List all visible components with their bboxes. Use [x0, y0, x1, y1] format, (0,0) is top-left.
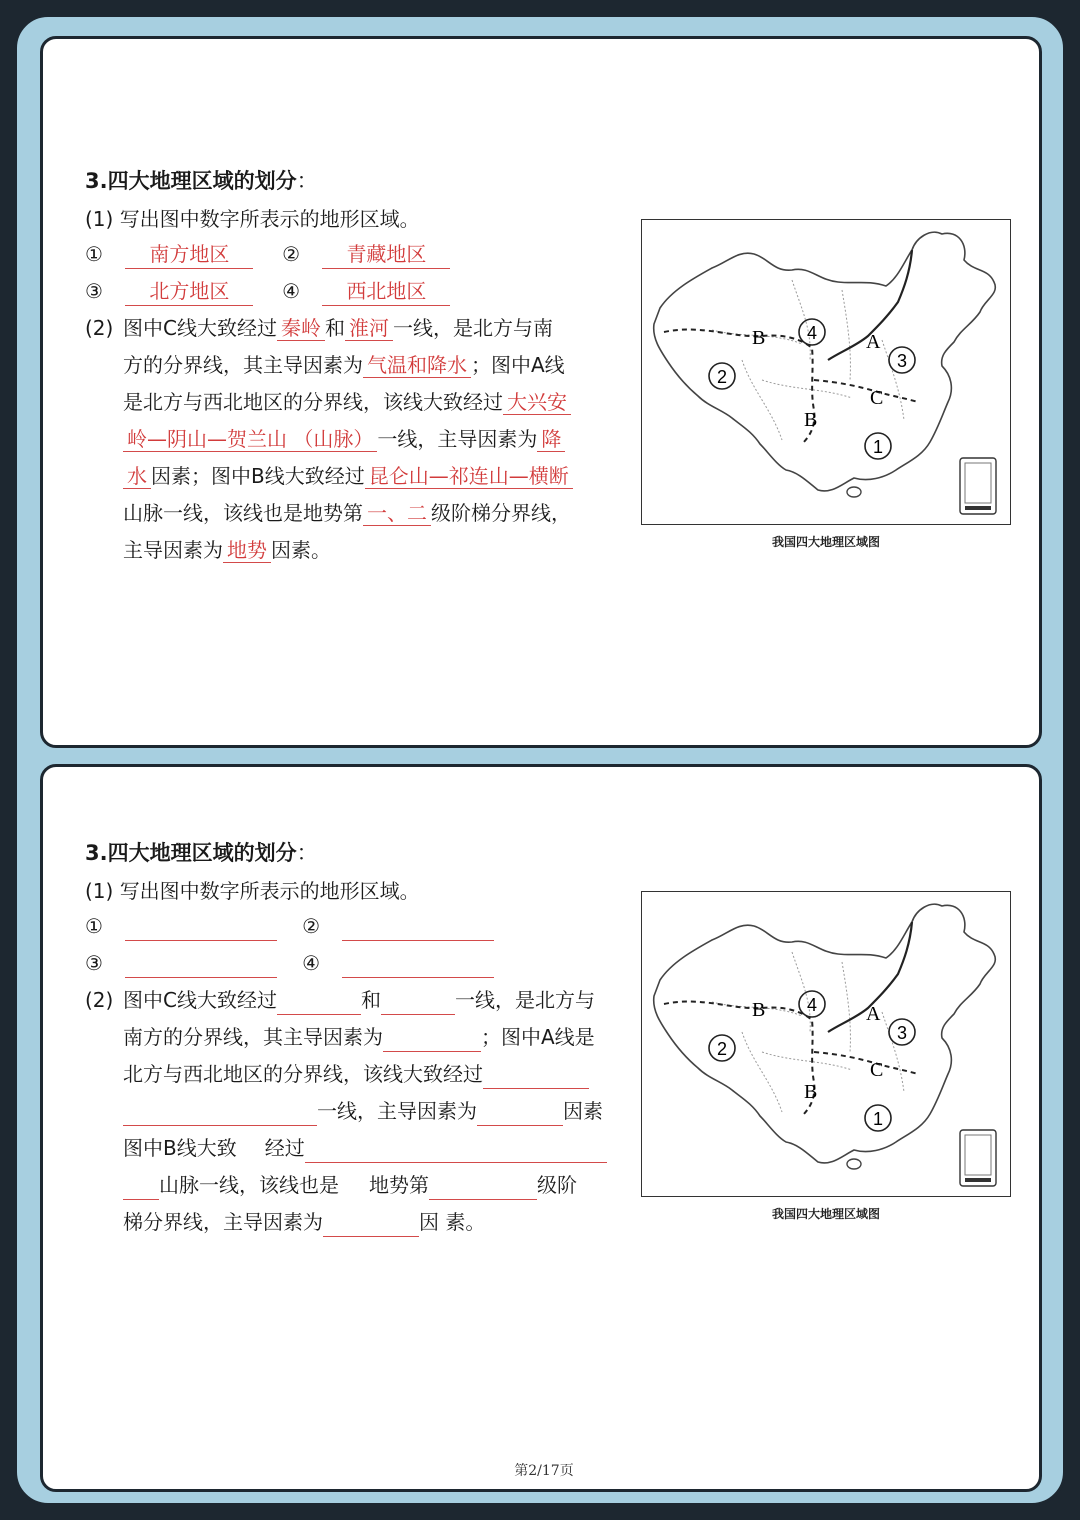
q2-label: (2) — [85, 988, 114, 1012]
answer-region-3: 北方地区 — [125, 277, 253, 306]
line-b-label: B — [804, 1081, 818, 1103]
svg-text:2: 2 — [716, 367, 728, 387]
number-2: ② — [302, 914, 321, 938]
answer-region-1: 南方地区 — [125, 240, 253, 269]
question-1: (1) 写出图中数字所表示的地形区域。 — [85, 207, 420, 231]
q2-line-3: 北方与西北地区的分界线，该线大致经过 — [123, 1059, 589, 1089]
china-map-drawing — [642, 892, 1009, 1195]
q2-line-4: 岭—阴山—贺兰山 （山脉） 一线，主导因素为 降 — [123, 424, 565, 454]
q2-line-1: 图中C线大致经过 和 一线，是北方与 — [123, 985, 595, 1015]
blank-b-mountains-1[interactable] — [305, 1136, 607, 1163]
china-map-drawing — [642, 220, 1009, 523]
answer-factor-a1: 降 — [537, 427, 565, 452]
number-3: ③ — [85, 951, 103, 975]
section-title: 3.四大地理区域的划分： — [85, 841, 318, 865]
line-c-label: C — [870, 387, 884, 409]
question-1: (1) 写出图中数字所表示的地形区域。 — [85, 879, 420, 903]
blank-c-mountain[interactable] — [277, 988, 361, 1015]
number-1: ① — [85, 914, 103, 938]
answer-region-4: 西北地区 — [322, 277, 450, 306]
answer-huaihe: 淮河 — [345, 316, 393, 341]
answer-mountains-b: 昆仑山—祁连山—横断 — [365, 464, 573, 489]
q2-line-7: 梯分界线，主导因素为 因 素。 — [123, 1207, 485, 1237]
number-1: ① — [85, 242, 103, 266]
number-3: ③ — [85, 279, 103, 303]
map-caption: 我国四大地理区域图 — [771, 1207, 880, 1221]
answer-mountains-a2: 岭—阴山—贺兰山 （山脉） — [123, 427, 377, 452]
q2-line-5: 图中B线大致 经过 — [123, 1133, 607, 1163]
answer-region-1-blank[interactable] — [125, 912, 277, 941]
number-4: ④ — [302, 951, 321, 975]
blank-b-mountains-2[interactable] — [123, 1173, 159, 1200]
answer-factor-a2: 水 — [123, 464, 151, 489]
svg-text:1: 1 — [872, 437, 884, 457]
answer-region-3-blank[interactable] — [125, 949, 277, 978]
region-row — [85, 948, 494, 978]
blank-c-factor[interactable] — [383, 1025, 481, 1052]
line-a-label: A — [866, 1003, 881, 1025]
blank-a-factor[interactable] — [477, 1099, 563, 1126]
svg-text:3: 3 — [896, 351, 908, 371]
section-title: 3.四大地理区域的划分： — [85, 169, 318, 193]
blank-a-mountains-2[interactable] — [123, 1099, 317, 1126]
answer-climate: 气温和降水 — [363, 353, 471, 378]
q2-line-1: 图中C线大致经过 秦岭 和 淮河 一线，是北方与南 — [123, 316, 553, 340]
q2-line-6: 山脉一线，该线也是地势第 一、二 级阶梯分界线， — [123, 501, 571, 525]
map-caption: 我国四大地理区域图 — [771, 535, 880, 549]
answer-region-4-blank[interactable] — [342, 949, 494, 978]
worksheet-card — [40, 764, 1042, 1492]
region-row — [85, 276, 450, 306]
number-2: ② — [282, 242, 301, 266]
q2-line-3: 是北方与西北地区的分界线，该线大致经过 大兴安 — [123, 387, 571, 417]
region-row — [85, 911, 494, 941]
answer-card — [40, 36, 1042, 748]
q2-label: (2) — [85, 316, 114, 340]
china-map — [641, 219, 1011, 525]
answer-steps: 一、二 — [363, 501, 431, 526]
q2-line-4: 一线，主导因素为 因素 — [123, 1096, 603, 1126]
page-number: 第2/17页 — [514, 1463, 574, 1479]
q2-line-2: 南方的分界线，其主导因素为 ；图中A线是 — [123, 1022, 595, 1052]
blank-b-factor[interactable] — [323, 1210, 419, 1237]
line-b-label: B — [752, 999, 766, 1021]
answer-qinling: 秦岭 — [277, 316, 325, 341]
line-a-label: A — [866, 331, 881, 353]
answer-mountains-a1: 大兴安 — [503, 390, 571, 415]
answer-terrain: 地势 — [223, 538, 271, 563]
svg-text:1: 1 — [872, 1109, 884, 1129]
q2-line-6: 山脉一线，该线也是 地势第 级阶 — [123, 1170, 577, 1200]
line-b-label: B — [752, 327, 766, 349]
q2-line-2: 方的分界线，其主导因素为 气温和降水 ；图中A线 — [123, 353, 565, 377]
blank-steps[interactable] — [429, 1173, 537, 1200]
answer-region-2: 青藏地区 — [322, 240, 450, 269]
svg-text:4: 4 — [806, 995, 818, 1015]
region-row — [85, 239, 450, 269]
number-4: ④ — [282, 279, 301, 303]
line-b-label: B — [804, 409, 818, 431]
svg-text:2: 2 — [716, 1039, 728, 1059]
blank-c-river[interactable] — [381, 988, 455, 1015]
answer-region-2-blank[interactable] — [342, 912, 494, 941]
china-map — [641, 891, 1011, 1197]
line-c-label: C — [870, 1059, 884, 1081]
svg-text:3: 3 — [896, 1023, 908, 1043]
svg-text:4: 4 — [806, 323, 818, 343]
blank-a-mountains-1[interactable] — [483, 1062, 589, 1089]
q2-line-7: 主导因素为 地势 因素。 — [123, 538, 331, 562]
q2-line-5: 水 因素；图中B线大致经过 昆仑山—祁连山—横断 — [123, 461, 573, 491]
